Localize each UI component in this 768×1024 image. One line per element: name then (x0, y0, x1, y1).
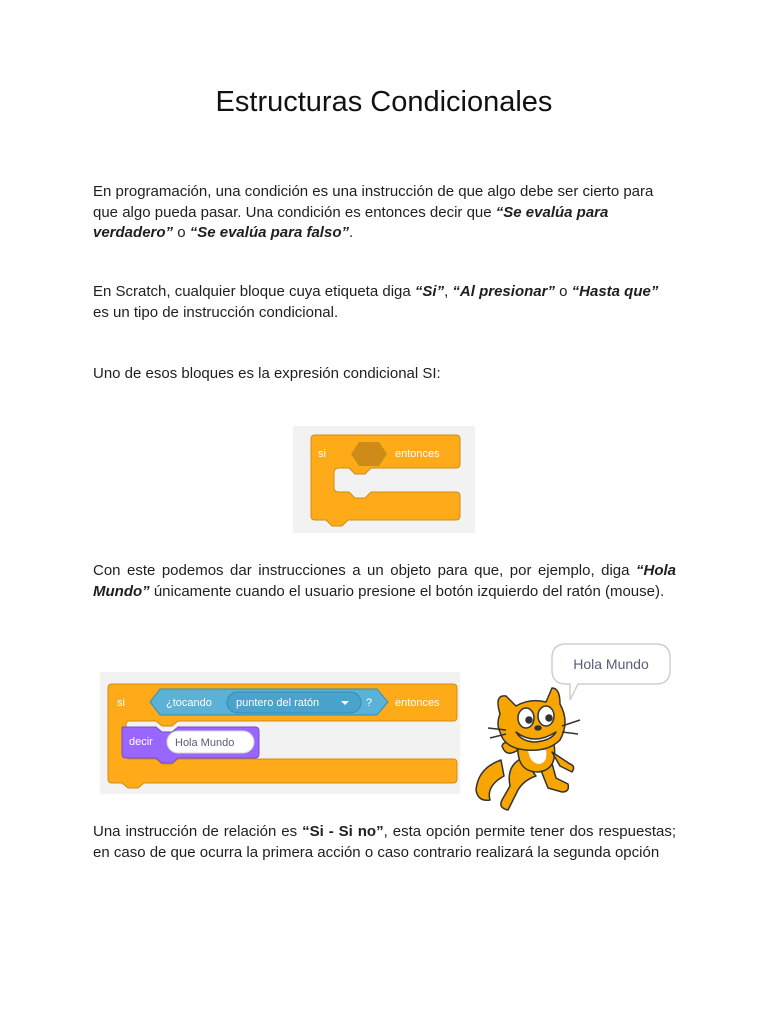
say-input-value: Hola Mundo (175, 737, 235, 749)
if-block-image (293, 426, 475, 533)
speech-text: Hola Mundo (573, 656, 649, 672)
example-paragraph: Con este podemos dar instrucciones a un objeto para que, por ejemplo, diga “Hola Mundo” únicamente cuando el usuario presione el botón izquierdo del ratón (mouse). (93, 562, 676, 600)
cat-icon (476, 688, 580, 810)
si-paragraph: Uno de esos bloques es la expresión condicional SI: (93, 365, 441, 382)
page-title: Estructuras Condicionales (215, 86, 553, 118)
then-label: entonces (395, 448, 440, 460)
say-label: decir (129, 736, 153, 748)
scratch-paragraph: En Scratch, cualquier bloque cuya etiqueta diga “Si”, “Al presionar” o “Hasta que” es un tipo de instrucción condicional. (93, 283, 659, 321)
intro-paragraph: En programación, una condición es una instrucción de que algo debe ser cierto para que algo pueda pasar. Una condición es entonces decir que “Se evalúa para verdadero” o “Se evalúa para falso”. (93, 183, 654, 241)
dropdown-label: puntero del ratón (236, 697, 320, 709)
if-touching-block-image (100, 672, 460, 794)
if-label: si (318, 448, 326, 460)
si-sino-paragraph: Una instrucción de relación es “Si - Si no”, esta opción permite tener dos respuestas; en caso de que ocurra la primera acción o caso contrario realizará la segunda opción (93, 823, 677, 861)
question-mark: ? (366, 697, 373, 709)
if-label: si (117, 697, 125, 709)
scratch-cat-image (466, 640, 676, 816)
touching-label: ¿tocando (166, 697, 212, 709)
speech-bubble (552, 644, 670, 700)
then-label: entonces (395, 697, 440, 709)
